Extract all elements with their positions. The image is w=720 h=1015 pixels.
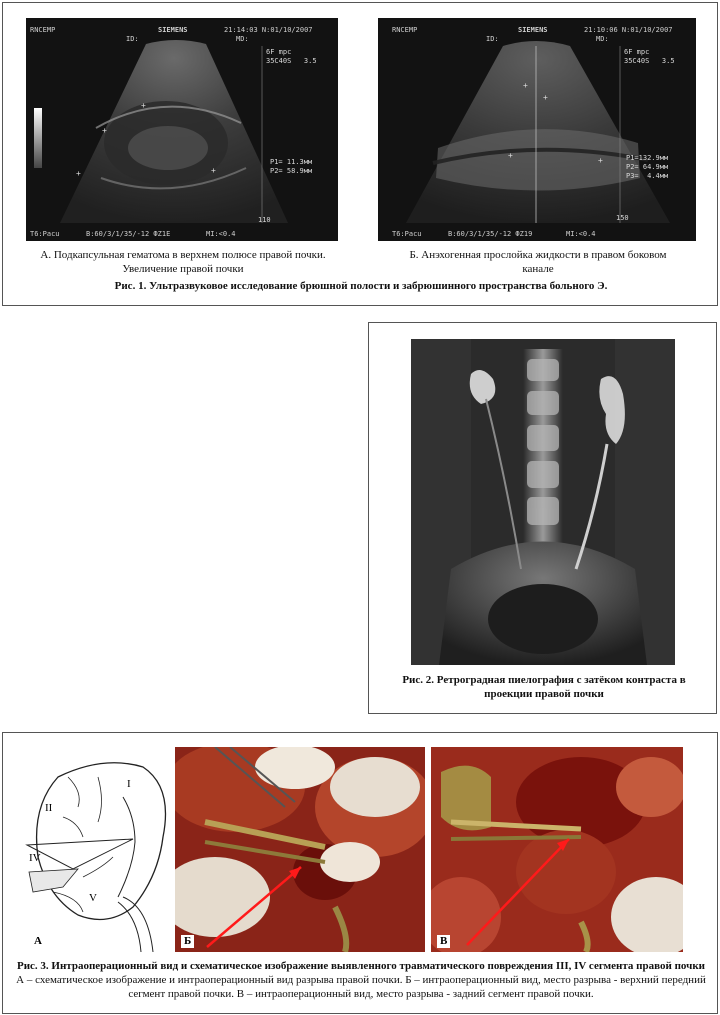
us-b-timestamp: 21:10:06 N:01/10/2007 (584, 26, 673, 34)
segment-label-2: II (45, 802, 53, 814)
segment-label-1: I (127, 778, 131, 790)
figure-3-description: А – схематическое изображение и интраоперационный вид разрыва правой почки. Б – интраоперационный вид, место разрыва - верхний передний сегмент правой почки. В – интраоперационный вид, место разрыва - задний сегмент правой почки. (16, 974, 706, 1000)
us-b-measurements: P1=132.9мм P2= 64.9мм P3= 4.4мм (626, 154, 669, 180)
us-b-left-header: RNCEMP (392, 26, 418, 34)
us-a-brand: SIEMENS (158, 26, 188, 34)
ultrasound-image-b (378, 18, 696, 241)
us-b-footer-mid: B:60/3/1/35/-12 ФZ19 (448, 230, 533, 238)
surgery-photo-c (431, 747, 683, 952)
us-a-footer-mid: B:60/3/1/35/-12 ФZ1E (86, 230, 171, 238)
us-b-brand: SIEMENS (518, 26, 548, 34)
us-b-probe-info: 6F mpc 35C40S 3.5 (624, 48, 675, 65)
figure-1-title: Рис. 1. Ультразвуковое исследование брюшной полости и забрюшинного пространства больного Э. (114, 280, 608, 292)
figure-1-frame (2, 2, 718, 306)
figure-2-frame (368, 322, 717, 714)
svg-text:+: + (211, 166, 216, 175)
svg-text:+: + (523, 81, 528, 90)
us-b-md-label: MD: (596, 35, 609, 43)
us-b-footer-left: T6:Pacu (392, 230, 422, 238)
us-a-probe-info: 6F mpc 35C40S 3.5 (266, 48, 317, 65)
us-b-id-label: ID: (486, 35, 499, 43)
us-a-left-header: RNCEMP (30, 26, 56, 34)
svg-text:+: + (102, 126, 107, 135)
us-b-depth: 150 (616, 214, 629, 222)
figure-3-frame (2, 732, 718, 1014)
us-a-timestamp: 21:14:03 N:01/10/2007 (224, 26, 313, 34)
schematic-panel-label: А (31, 935, 45, 948)
figure-3-title: Рис. 3. Интраоперационный вид и схематическое изображение выявленного травматического повреждения III, IV сегмента правой почки (16, 960, 706, 972)
us-a-depth: 110 (258, 216, 271, 224)
kidney-segment-schematic (23, 747, 173, 952)
figure-1b-caption: Б. Анэхогенная прослойка жидкости в правом боковом канале (409, 249, 667, 275)
surgery-photo-b-drawing (175, 747, 425, 952)
schematic-drawing (23, 747, 173, 952)
svg-text:+: + (598, 156, 603, 165)
retrograde-pyelography-xray (411, 339, 675, 665)
us-a-footer-left: T6:Pacu (30, 230, 60, 238)
photo-c-label: В (437, 935, 450, 948)
surgery-photo-b (175, 747, 425, 952)
surgery-photo-c-drawing (431, 747, 683, 952)
us-a-md-label: MD: (236, 35, 249, 43)
svg-text:+: + (141, 101, 146, 110)
figure-1a-caption: А. Подкапсульная гематома в верхнем полюсе правой почки. Увеличение правой почки (40, 249, 326, 275)
figure-2-caption: Рис. 2. Ретроградная пиелография с затёком контраста в проекции правой почки (402, 674, 686, 700)
ultrasound-image-a (26, 18, 338, 241)
xray-drawing (411, 339, 675, 665)
svg-text:+: + (508, 151, 513, 160)
segment-label-4: IV (29, 852, 41, 864)
svg-text:+: + (76, 169, 81, 178)
photo-b-label: Б (181, 935, 194, 948)
us-a-id-label: ID: (126, 35, 139, 43)
us-a-grayscale-bar (34, 108, 42, 168)
us-a-footer-right: MI:<0.4 (206, 230, 236, 238)
us-a-measurements: P1= 11.3мм P2= 58.9мм (270, 158, 313, 175)
us-b-footer-right: MI:<0.4 (566, 230, 596, 238)
svg-text:+: + (543, 93, 548, 102)
segment-label-5: V (89, 892, 97, 904)
